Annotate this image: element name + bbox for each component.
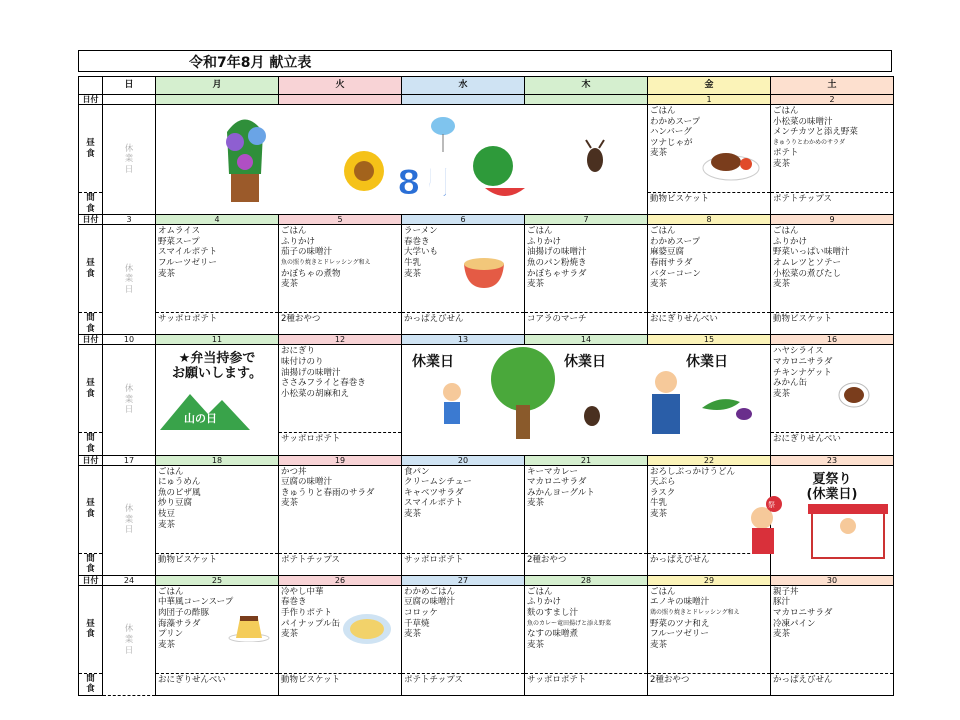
lunch-cell-tue (279, 465, 402, 553)
date-sat: 9 (771, 215, 894, 225)
menu-item: スマイルポテト (404, 498, 464, 509)
pudding-icon (228, 612, 270, 642)
lunch-label: 昼 食 (79, 465, 103, 553)
wind-chime-icon (395, 112, 465, 204)
date-tue (279, 95, 402, 105)
lunch-row (79, 585, 894, 673)
menu-list (648, 586, 770, 652)
menu-item: 春巻き (281, 597, 307, 608)
stag-beetle-icon (578, 398, 606, 428)
festival-note: 夏祭り (休業日) (806, 471, 858, 502)
snack-item: 動物ビスケット (650, 194, 710, 204)
menu-item: 小松菜の味噌汁 (773, 116, 833, 127)
date-tue: 26 (279, 575, 402, 585)
snack-item: 動物ビスケット (158, 554, 218, 565)
menu-list (279, 225, 401, 291)
menu-item: 豆腐の味噌汁 (404, 597, 456, 608)
weekday-sun: 日 (103, 77, 156, 95)
date-wed (402, 95, 525, 105)
weekday-fri: 金 (648, 77, 771, 95)
tree-icon (488, 345, 558, 440)
snack-item: かっぱえびせん (650, 554, 710, 565)
date-row (79, 95, 894, 105)
menu-item: 麦茶 (773, 388, 791, 399)
menu-item: 麦茶 (527, 498, 545, 509)
morning-glory-icon (215, 112, 275, 207)
menu-item: 冷やし中華 (281, 586, 324, 597)
lunch-label: 昼 食 (79, 585, 103, 673)
closed-sunday (103, 345, 156, 455)
menu-item: 小松菜の煮びたし (773, 268, 842, 279)
menu-list (156, 466, 278, 532)
menu-item: 油揚げの味噌汁 (281, 367, 341, 378)
date-row (79, 575, 894, 585)
sunflower-icon (338, 148, 390, 194)
menu-item: 豚汁 (773, 597, 791, 608)
closed-text: 休 業 日 (124, 143, 134, 175)
date-fri: 22 (648, 455, 771, 465)
menu-item: 冷凍パイン (773, 618, 816, 629)
menu-list (402, 466, 524, 521)
menu-item: 魚のピザ風 (158, 487, 201, 498)
date-row (79, 215, 894, 225)
lunch-cell-fri (648, 225, 771, 313)
snack-item: かっぱえびせん (773, 674, 833, 685)
snack-cell-wed (402, 313, 525, 335)
bento-note: ★弁当持参で お願いします。 (172, 351, 262, 382)
menu-item: ふりかけ (281, 236, 316, 247)
menu-item: 麦茶 (281, 498, 299, 509)
weekday-thu: 木 (525, 77, 648, 95)
date-mon: 25 (156, 575, 279, 585)
closed-sunday (103, 585, 156, 695)
menu-item: 牛乳 (404, 257, 422, 268)
menu-item: 麦茶 (281, 279, 299, 290)
menu-item: 麦茶 (404, 629, 422, 640)
menu-item: 野菜のツナ和え (650, 618, 710, 629)
menu-item: おにぎり (281, 346, 316, 357)
date-label: 日付 (79, 455, 103, 465)
menu-list (525, 225, 647, 291)
weekday-sat: 土 (771, 77, 894, 95)
date-sat: 23 (771, 455, 894, 465)
menu-item: 麦茶 (404, 508, 422, 519)
snack-item: おにぎりせんべい (773, 434, 841, 445)
menu-item: ハンバーグ (650, 127, 692, 138)
menu-item: ラスク (650, 487, 676, 498)
menu-item: 魚のカレー竜田揚げと添え野菜 (527, 619, 612, 627)
menu-item: かぼちゃサラダ (527, 268, 587, 279)
menu-item: クリームシチュー (404, 477, 472, 488)
date-fri: 15 (648, 335, 771, 345)
snack-cell-mon (156, 673, 279, 695)
menu-item: ふりかけ (527, 236, 562, 247)
menu-item: スマイルポテト (158, 247, 218, 258)
menu-item: かつ丼 (281, 466, 307, 477)
menu-item: 麦茶 (650, 508, 668, 519)
menu-item: 麦茶 (527, 279, 545, 290)
snack-cell-thu (525, 673, 648, 695)
menu-item: キャベツサラダ (404, 487, 464, 498)
weekday-wed: 水 (402, 77, 525, 95)
menu-item: ごはん (773, 106, 799, 116)
watermelon-icon (465, 140, 527, 202)
menu-item: ふりかけ (527, 597, 562, 608)
menu-item: 麦茶 (773, 629, 791, 640)
snack-cell-mon (156, 313, 279, 335)
menu-item: 中華風コーンスープ (158, 597, 234, 608)
menu-item: 油揚げの味噌汁 (527, 247, 587, 258)
menu-item: わかめスープ (650, 116, 701, 127)
date-sun: 24 (103, 575, 156, 585)
snack-item: サッポロポテト (404, 554, 464, 565)
menu-item: ごはん (773, 226, 799, 237)
holiday-label: 休業日 (686, 354, 728, 371)
mountain-day-sign: 山の日 (184, 412, 217, 425)
date-label: 日付 (79, 335, 103, 345)
menu-list (771, 345, 893, 400)
lunch-cell-tue (279, 225, 402, 313)
menu-list (771, 105, 893, 171)
menu-item: 野菜スープ (158, 236, 200, 247)
menu-item: 海藻サラダ (158, 618, 201, 629)
bug-catcher-child-icon (432, 380, 470, 440)
menu-item: みかん缶 (773, 378, 808, 389)
date-row (79, 335, 894, 345)
menu-item: おろしぶっかけうどん (650, 466, 736, 477)
menu-item: 魚のパン粉焼き (527, 257, 587, 268)
lunch-label: 昼 食 (79, 345, 103, 433)
menu-item: にゅうめん (158, 477, 201, 488)
menu-item: フルーツゼリー (650, 629, 709, 640)
date-fri: 8 (648, 215, 771, 225)
snack-item: かっぱえびせん (404, 314, 464, 325)
menu-item: フルーツゼリー (158, 257, 217, 268)
menu-item: コロッケ (404, 607, 438, 618)
date-thu: 7 (525, 215, 648, 225)
date-wed: 20 (402, 455, 525, 465)
snack-item: ポテトチップス (404, 674, 463, 685)
snack-item: 動物ビスケット (773, 314, 833, 325)
menu-item: ごはん (281, 226, 307, 237)
closed-text: 休 業 日 (124, 624, 134, 656)
date-label: 日付 (79, 95, 103, 105)
snack-item: サッポロポテト (281, 434, 341, 445)
menu-item: 鶏の照り焼きとドレッシング和え (650, 608, 740, 616)
menu-item: 天ぷら (650, 477, 676, 488)
menu-item: 麦茶 (773, 279, 791, 290)
menu-list (525, 466, 647, 510)
snack-item: 2種おやつ (527, 554, 567, 565)
snack-cell-fri (648, 313, 771, 335)
snack-item: ポテトチップス (281, 554, 340, 565)
beef-stew-icon (837, 380, 871, 410)
menu-item: 味付けのり (281, 356, 324, 367)
closed-text: 休 業 日 (124, 504, 134, 536)
menu-list (648, 225, 770, 291)
snack-cell-tue (279, 313, 402, 335)
date-mon: 11 (156, 335, 279, 345)
menu-item: きゅうりとわかめのサラダ (773, 138, 845, 146)
lunch-cell-wed (402, 585, 525, 673)
menu-item: プリン (158, 629, 184, 640)
menu-list (771, 586, 893, 641)
menu-list (279, 466, 401, 510)
closed-sunday (103, 465, 156, 575)
menu-item: マカロニサラダ (773, 356, 833, 367)
title-box (78, 50, 892, 72)
menu-item: オムレツとソテー (773, 257, 842, 268)
menu-item: わかめごはん (404, 586, 456, 597)
page-title: 令和7年8月 献立表 (189, 55, 312, 71)
menu-item: ふりかけ (773, 236, 808, 247)
snack-item: 2種おやつ (281, 314, 321, 325)
date-thu (525, 95, 648, 105)
snack-cell-sat (771, 193, 894, 215)
date-tue: 5 (279, 215, 402, 225)
festival-icon (742, 492, 892, 564)
closed-text: 休 業 日 (124, 263, 134, 296)
lunch-cell-thu (525, 585, 648, 673)
snack-cell-wed (402, 553, 525, 575)
menu-item: 手作りポテト (281, 607, 333, 618)
snack-label: 間 食 (79, 433, 103, 455)
lunch-cell-thu (525, 465, 648, 553)
snack-item: サッポロポテト (527, 674, 587, 685)
menu-item: 麦茶 (650, 639, 668, 650)
menu-item: 牛乳 (650, 498, 668, 509)
weekday-header-row (79, 77, 894, 95)
date-sun: 3 (103, 215, 156, 225)
menu-item: 麦茶 (527, 639, 545, 650)
menu-list (279, 345, 401, 400)
menu-item: バターコーン (650, 268, 701, 279)
lunch-cell-fri (648, 585, 771, 673)
snack-cell-sat (771, 313, 894, 335)
date-wed: 13 (402, 335, 525, 345)
date-thu: 21 (525, 455, 648, 465)
menu-item: 食パン (404, 466, 430, 477)
month-badge: 8月 (397, 163, 455, 203)
menu-item: 千草焼 (404, 618, 430, 629)
date-wed: 27 (402, 575, 525, 585)
festival-sign: 祭 (768, 501, 775, 509)
menu-item: ごはん (527, 226, 553, 237)
snack-item: おにぎりせんべい (650, 314, 718, 325)
menu-list (402, 586, 524, 641)
menu-item: 肉団子の酢豚 (158, 607, 210, 618)
date-thu: 14 (525, 335, 648, 345)
menu-item: ハヤシライス (773, 346, 824, 357)
date-mon: 4 (156, 215, 279, 225)
snack-row (79, 313, 894, 335)
menu-item: 豆腐の味噌汁 (281, 477, 333, 488)
snack-cell-sat (771, 673, 894, 695)
menu-item: 炒り豆腐 (158, 498, 193, 509)
menu-item: 麦茶 (650, 279, 668, 290)
date-sat: 2 (771, 95, 894, 105)
menu-item: 麩のすまし汁 (527, 607, 579, 618)
menu-item: わかめスープ (650, 236, 701, 247)
snack-cell-fri (648, 193, 771, 215)
snack-label: 間 食 (79, 553, 103, 575)
ramen-icon (462, 250, 506, 290)
menu-item: 麦茶 (773, 158, 791, 169)
snack-item: おにぎりせんべい (158, 674, 226, 685)
snack-row (79, 673, 894, 695)
snack-item: 2種おやつ (650, 674, 690, 685)
menu-item: チキンナゲット (773, 367, 832, 378)
weekday-mon: 月 (156, 77, 279, 95)
lunch-cell-sat (771, 105, 894, 193)
date-sun (103, 95, 156, 105)
lunch-cell-sat (771, 345, 894, 433)
date-thu: 28 (525, 575, 648, 585)
snack-cell-thu (525, 553, 648, 575)
menu-item: ごはん (650, 586, 676, 597)
cold-noodles-icon (342, 612, 392, 646)
date-sat: 30 (771, 575, 894, 585)
date-fri: 29 (648, 575, 771, 585)
menu-item: かぼちゃの煮物 (281, 268, 341, 279)
corner-cell (79, 77, 103, 95)
menu-item: 親子丼 (773, 586, 799, 597)
closed-sunday (103, 225, 156, 335)
mountain-day-sign-icon (160, 390, 250, 430)
lunch-label: 昼 食 (79, 105, 103, 193)
menu-item: 麻婆豆腐 (650, 247, 685, 258)
lunch-cell-mon (156, 225, 279, 313)
lunch-cell-thu (525, 225, 648, 313)
snack-cell-fri (648, 673, 771, 695)
menu-item: みかんヨーグルト (527, 487, 595, 498)
menu-item: 小松菜の胡麻和え (281, 388, 350, 399)
snack-cell-wed (402, 673, 525, 695)
snack-label: 間 食 (79, 313, 103, 335)
menu-item: 麦茶 (158, 268, 176, 279)
snack-label: 間 食 (79, 673, 103, 695)
menu-item: 茄子の味噌汁 (281, 247, 333, 258)
menu-item: パイナップル缶 (281, 618, 340, 629)
menu-item: キーマカレー (527, 466, 579, 477)
menu-item: ごはん (650, 226, 676, 237)
lunch-cell-mon (156, 465, 279, 553)
lunch-cell-sat (771, 225, 894, 313)
holiday-label: 休業日 (412, 354, 454, 371)
date-sun: 17 (103, 455, 156, 465)
snack-item: ポテトチップス (773, 194, 832, 204)
menu-item: 魚の照り焼きとドレッシング和え (281, 258, 371, 266)
lunch-cell-wed (402, 465, 525, 553)
snack-label: 間 食 (79, 193, 103, 215)
menu-item: 麦茶 (158, 519, 176, 530)
menu-list (525, 586, 647, 652)
snack-cell-thu (525, 313, 648, 335)
menu-item: 春巻き (404, 236, 430, 247)
snack-item: サッポロポテト (158, 314, 218, 325)
beetle-icon (580, 138, 610, 178)
date-fri: 1 (648, 95, 771, 105)
menu-item: ごはん (650, 106, 676, 116)
menu-item: マカロニサラダ (527, 477, 587, 488)
menu-item: 麦茶 (158, 639, 176, 650)
menu-item: 麦茶 (281, 629, 299, 640)
date-row (79, 455, 894, 465)
menu-item: 野菜いっぱい味噌汁 (773, 247, 850, 258)
menu-item: マカロニサラダ (773, 607, 833, 618)
weekday-tue: 火 (279, 77, 402, 95)
menu-item: なすの味噌煮 (527, 629, 579, 640)
menu-item: 麦茶 (404, 268, 422, 279)
menu-list (771, 225, 893, 291)
snack-cell-tue (279, 553, 402, 575)
menu-item: ささみフライと春巻き (281, 378, 366, 389)
date-wed: 6 (402, 215, 525, 225)
menu-item: 春雨サラダ (650, 257, 693, 268)
menu-item: ごはん (158, 466, 184, 477)
menu-item: きゅうりと春雨のサラダ (281, 487, 375, 498)
date-label: 日付 (79, 215, 103, 225)
vegetables-icon (700, 392, 754, 422)
date-label: 日付 (79, 575, 103, 585)
snack-item: コアラのマーチ (527, 314, 587, 325)
snack-cell-tue (279, 433, 402, 455)
closed-text: 休 業 日 (124, 384, 134, 416)
date-tue: 12 (279, 335, 402, 345)
menu-item: 枝豆 (158, 508, 176, 519)
menu-item: ごはん (158, 586, 184, 597)
menu-item: 大学いも (404, 247, 439, 258)
menu-item: 麦茶 (650, 148, 668, 159)
menu-item: ごはん (527, 586, 553, 597)
holiday-label: 休業日 (564, 354, 606, 371)
lunch-label: 昼 食 (79, 225, 103, 313)
menu-item: オムライス (158, 226, 201, 237)
snack-cell-sat (771, 433, 894, 455)
date-sat: 16 (771, 335, 894, 345)
date-mon (156, 95, 279, 105)
menu-item: ポテト (773, 148, 799, 159)
snack-cell-tue (279, 673, 402, 695)
lunch-cell-tue (279, 345, 402, 433)
old-man-icon (642, 368, 690, 440)
snack-item: 動物ビスケット (281, 674, 341, 685)
lunch-cell-sat (771, 585, 894, 673)
menu-item: エノキの味噌汁 (650, 597, 710, 608)
menu-item: ラーメン (404, 226, 438, 237)
date-tue: 19 (279, 455, 402, 465)
menu-item: ツナじゃが (650, 137, 693, 148)
date-mon: 18 (156, 455, 279, 465)
menu-item: メンチカツと添え野菜 (773, 127, 858, 138)
hamburg-steak-icon (700, 140, 762, 182)
menu-list (156, 225, 278, 280)
closed-sunday (103, 105, 156, 215)
date-sun: 10 (103, 335, 156, 345)
snack-cell-mon (156, 553, 279, 575)
